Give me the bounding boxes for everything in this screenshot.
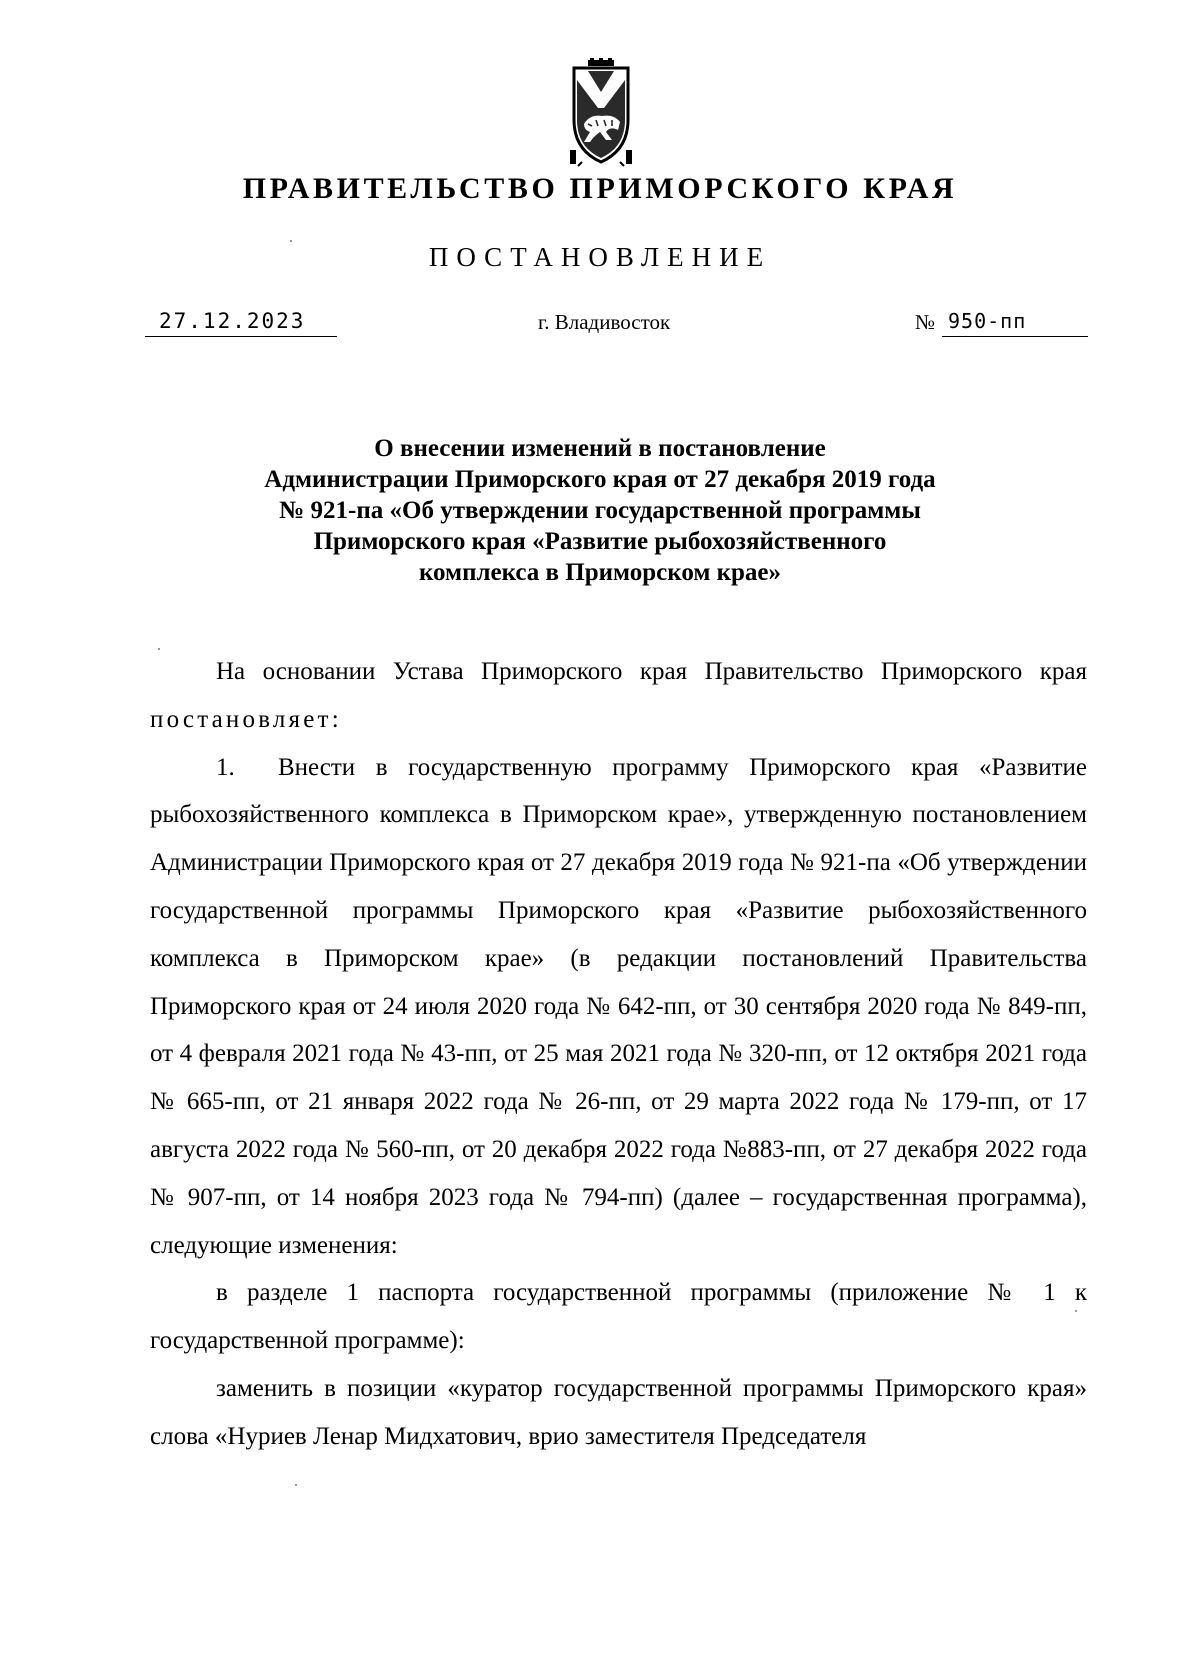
preamble-colon: : bbox=[331, 705, 339, 733]
subject-line: Приморского края «Развитие рыбохозяйственного bbox=[313, 528, 887, 555]
item-1-number: 1. bbox=[216, 753, 235, 781]
document-number: 950-пп bbox=[942, 307, 1088, 337]
document-type: ПОСТАНОВЛЕНИЕ bbox=[428, 242, 772, 272]
coat-of-arms-icon bbox=[568, 58, 634, 168]
preamble-text: На основании Устава Приморского края Правительство Приморского края bbox=[216, 658, 1087, 685]
item-1-paragraph bbox=[150, 744, 1087, 1270]
scan-speck bbox=[290, 240, 292, 242]
scan-speck bbox=[1075, 1310, 1077, 1312]
subject-line: О внесении изменений в постановление bbox=[374, 435, 826, 462]
scan-speck bbox=[295, 1484, 297, 1486]
document-number-sign: № bbox=[915, 310, 936, 334]
section-1-paragraph: в разделе 1 паспорта государственной программы (приложение № 1 к государственной программе): bbox=[150, 1279, 1087, 1355]
scan-speck bbox=[158, 648, 160, 650]
subject-line: № 921-па «Об утверждении государственной программы bbox=[279, 497, 921, 524]
document-body bbox=[150, 648, 1087, 1461]
government-title: ПРАВИТЕЛЬСТВО ПРИМОРСКОГО КРАЯ bbox=[242, 172, 958, 205]
document-subject bbox=[0, 433, 1200, 588]
subject-line: Администрации Приморского края от 27 декабря 2019 года bbox=[264, 466, 936, 493]
document-city: г. Владивосток bbox=[538, 310, 671, 334]
curator-replacement-paragraph: заменить в позиции «куратор государственной программы Приморского края» слова «Нуриев Ленар Мидхатович, врио заместителя Председателя bbox=[150, 1374, 1087, 1450]
preamble-paragraph bbox=[150, 648, 1087, 744]
document-date: 27.12.2023 bbox=[145, 307, 337, 337]
item-1-text: Внести в государственную программу Приморского края «Развитие рыбохозяйственного комплекса в Приморском крае», утвержденную постановлением Администрации Приморского края от 27 декабря 2019 года № 921-па «Об утверждении государственной программы Приморского края «Развитие рыбохозяйственного комплекса в Приморском крае» (в редакции постановлений Правительства Приморского края от 24 июля 2020 года № 642-пп, от 30 сентября 2020 года № 849-пп, от 4 февраля 2021 года № 43-пп, от 25 мая 2021 года № 320-пп, от 12 октября 2021 года № 665-пп, от 21 января 2022 года № 26-пп, от 29 марта 2022 года № 179-пп, от 17 августа 2022 года № 560-пп, от 20 декабря 2022 года №883-пп, от 27 декабря 2022 года № 907-пп, от 14 ноября 2023 года № 794-пп) (далее – государственная программа), следующие изменения: bbox=[150, 753, 1087, 1259]
subject-line: комплекса в Приморском крае» bbox=[418, 559, 782, 586]
preamble-decree-word: постановляет bbox=[150, 705, 332, 733]
